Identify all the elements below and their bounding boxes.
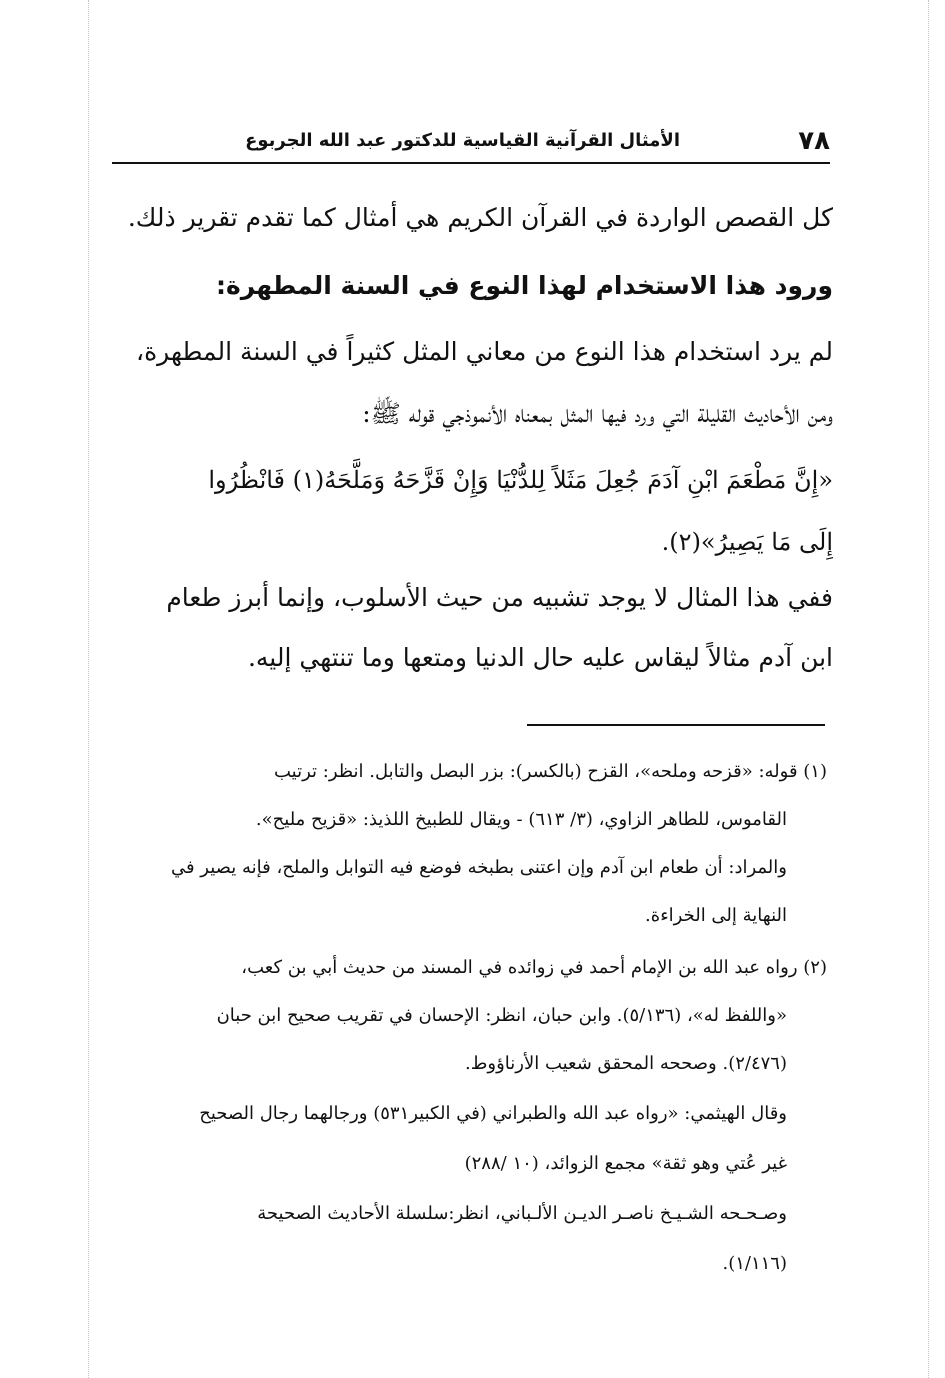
footnote-rule bbox=[527, 724, 825, 726]
hadith-quote: إِلَى مَا يَصِيرُ»(٢). bbox=[661, 528, 833, 556]
body-line: ففي هذا المثال لا يوجد تشبيه من حيث الأسلوب، وإنما أبرز طعام bbox=[166, 583, 833, 612]
scan-artifact bbox=[88, 0, 89, 1378]
scan-artifact bbox=[928, 0, 929, 1378]
footnote-line: غير عُتي وهو ثقة» مجمع الزوائد، (١٠ /٢٨٨) bbox=[464, 1153, 787, 1174]
footnote-line: والمراد: أن طعام ابن آدم وإن اعتنى بطبخه فوضع فيه التوابل والملح، فإنه يصير في bbox=[170, 857, 787, 878]
footnote-line: النهاية إلى الخراءة. bbox=[645, 905, 787, 926]
footnote-line: (٢) رواه عبد الله بن الإمام أحمد في زوائده في المسند من حديث أبي بن كعب، bbox=[241, 957, 827, 978]
body-line: كل القصص الواردة في القرآن الكريم هي أمثال كما تقدم تقرير ذلك. bbox=[127, 203, 833, 232]
footnote-line: (٢/٤٧٦). وصححه المحقق شعيب الأرناؤوط. bbox=[465, 1053, 787, 1074]
section-heading: ورود هذا الاستخدام لهذا النوع في السنة المطهرة: bbox=[215, 271, 833, 300]
body-line: ابن آدم مثالاً ليقاس عليه حال الدنيا ومتعها وما تنتهي إليه. bbox=[247, 643, 833, 672]
footnote-line: (١) قوله: «قزحه وملحه»، القزح (بالكسر): بزر البصل والتابل. انظر: ترتيب bbox=[274, 761, 827, 782]
footnote-line: وصـحـحه الشـيـخ ناصـر الديـن الألـباني، انظر:سلسلة الأحاديث الصحيحة bbox=[257, 1203, 787, 1224]
body-line: لم يرد استخدام هذا النوع من معاني المثل كثيراً في السنة المطهرة، bbox=[136, 337, 833, 366]
footnote-line: (١/١١٦). bbox=[722, 1253, 787, 1274]
page-header bbox=[112, 120, 830, 162]
footnote-line: القاموس، للطاهر الزاوي، (٣/ ٦١٣) - ويقال للطبيخ اللذيذ: «قزيح مليح». bbox=[255, 809, 787, 830]
body-line: ومن الأحاديث القليلة التي ورد فيها المثل بمعناه الأنموذجي قوله ﷺ: bbox=[362, 399, 833, 428]
running-title: الأمثال القرآنية القياسية للدكتور عبد الله الجربوع bbox=[245, 130, 680, 151]
footnote-line: «واللفظ له»، (٥/١٣٦). وابن حبان، انظر: الإحسان في تقريب صحيح ابن حبان bbox=[216, 1005, 787, 1026]
footnote-line: وقال الهيثمي: «رواه عبد الله والطبراني (في الكبير٥٣١) ورجالهما رجال الصحيح bbox=[199, 1103, 787, 1124]
hadith-quote: «إِنَّ مَطْعَمَ ابْنِ آدَمَ جُعِلَ مَثَلاً لِلدُّنْيَا وَإِنْ قَزَّحَهُ وَمَلَّحَهُ(١) فَانْظُرُوا bbox=[208, 466, 833, 494]
page-number: ٧٨ bbox=[798, 126, 830, 156]
header-rule bbox=[112, 162, 830, 164]
